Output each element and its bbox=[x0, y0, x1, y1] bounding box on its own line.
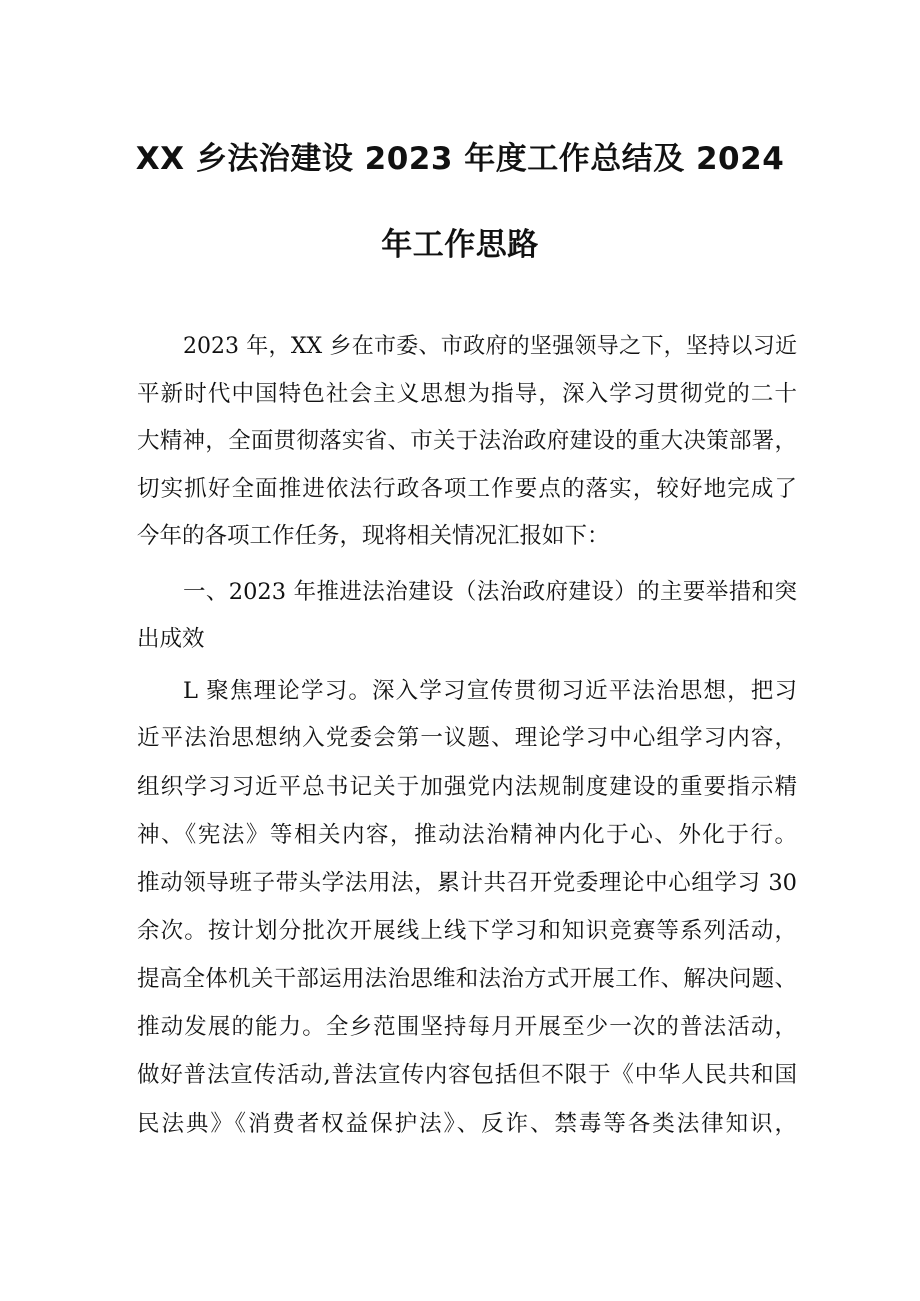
section-heading-line-2: 出成效 bbox=[137, 626, 205, 652]
paragraph-3-line-6: 余次。按计划分批次开展线上线下学习和知识竞赛等系列活动， bbox=[137, 918, 797, 944]
paragraph-1-line-1: 2023 年，XX 乡在市委、市政府的坚强领导之下，坚持以习近 bbox=[183, 334, 797, 359]
paragraph-3-line-5: 推动领导班子带头学法用法，累计共召开党委理论中心组学习 30 bbox=[137, 870, 797, 896]
paragraph-3-line-1: L 聚焦理论学习。深入学习宣传贯彻习近平法治思想，把习 bbox=[183, 678, 797, 704]
paragraph-1-line-3: 大精神，全面贯彻落实省、市关于法治政府建设的重大决策部署， bbox=[137, 428, 797, 454]
paragraph-1-line-5: 今年的各项工作任务，现将相关情况汇报如下： bbox=[137, 523, 610, 549]
paragraph-3-line-7: 提高全体机关干部运用法治思维和法治方式开展工作、解决问题、 bbox=[137, 966, 797, 992]
document-title-line-1: XX 乡法治建设 2023 年度工作总结及 2024 bbox=[135, 141, 785, 177]
section-heading-line-1: 一、2023 年推进法治建设（法治政府建设）的主要举措和突 bbox=[183, 579, 797, 605]
paragraph-3-line-10: 民法典》《消费者权益保护法》、反诈、禁毒等各类法律知识， bbox=[137, 1111, 797, 1137]
paragraph-3-line-3: 组织学习习近平总书记关于加强党内法规制度建设的重要指示精 bbox=[137, 774, 797, 800]
paragraph-3-line-4: 神、《宪法》等相关内容，推动法治精神内化于心、外化于行。 bbox=[137, 822, 797, 848]
document-title-line-2: 年工作思路 bbox=[381, 227, 539, 263]
paragraph-3-line-2: 近平法治思想纳入党委会第一议题、理论学习中心组学习内容， bbox=[137, 725, 797, 751]
paragraph-3-line-9: 做好普法宣传活动,普法宣传内容包括但不限于《中华人民共和国 bbox=[137, 1062, 797, 1088]
paragraph-1-line-4: 切实抓好全面推进依法行政各项工作要点的落实，较好地完成了 bbox=[137, 476, 797, 502]
paragraph-3-line-8: 推动发展的能力。全乡范围坚持每月开展至少一次的普法活动， bbox=[137, 1014, 797, 1040]
paragraph-1-line-2: 平新时代中国特色社会主义思想为指导，深入学习贯彻党的二十 bbox=[137, 381, 797, 407]
